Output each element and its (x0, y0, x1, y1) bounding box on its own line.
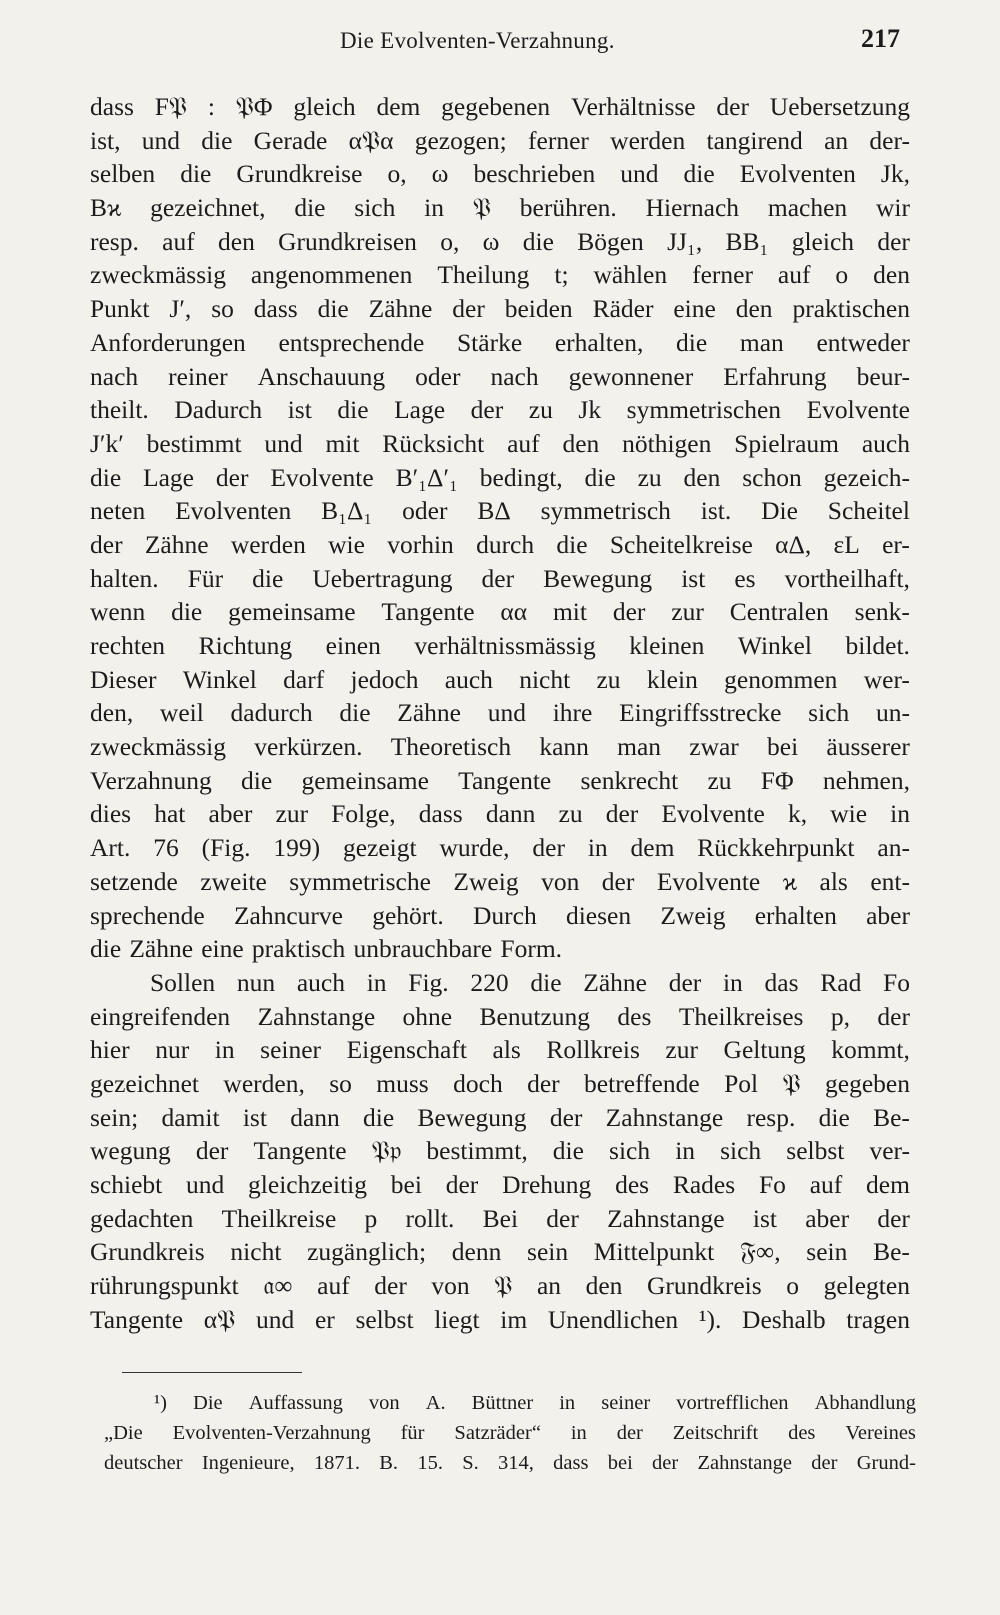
text-line: neten Evolventen Β₁Δ₁ oder ΒΔ symmetrisch ist. Die Scheitel (90, 496, 910, 526)
text-line: Anforderungen entsprechende Stärke erhalten, die man entweder (90, 327, 910, 357)
text-line: Punkt J′, so dass die Zähne der beiden Räder eine den praktischen (90, 294, 910, 324)
text-line: Βϰ gezeichnet, die sich in 𝔓 berühren. Hiernach machen wir (90, 193, 910, 223)
text-line: schiebt und gleichzeitig bei der Drehung des Rades Fo auf dem (90, 1170, 910, 1199)
text-line: wenn die gemeinsame Tangente αα mit der zur Centralen senk- (90, 597, 910, 627)
text-line: setzende zweite symmetrische Zweig von der Evolvente ϰ als ent- (90, 866, 910, 896)
text-line: J′k′ bestimmt und mit Rücksicht auf den nöthigen Spielraum auch (90, 428, 910, 458)
text-line: resp. auf den Grundkreisen o, ω die Bögen JJ₁, ΒΒ₁ gleich der (90, 226, 910, 256)
body-text (90, 90, 910, 1336)
text-line: sein; damit ist dann die Bewegung der Zahnstange resp. die Be- (90, 1102, 910, 1132)
text-line: der Zähne werden wie vorhin durch die Scheitelkreise αΔ, εL er- (90, 529, 910, 559)
text-line: gezeichnet werden, so muss doch der betreffende Pol 𝔓 gegeben (90, 1068, 910, 1098)
text-line: halten. Für die Uebertragung der Bewegung ist es vortheilhaft, (90, 563, 910, 593)
text-line: eingreifenden Zahnstange ohne Benutzung des Theilkreises p, der (90, 1001, 910, 1031)
text-line: Sollen nun auch in Fig. 220 die Zähne der in das Rad Fo (150, 967, 910, 997)
text-line: Verzahnung die gemeinsame Tangente senkrecht zu FΦ nehmen, (90, 765, 910, 795)
text-line: rechten Richtung einen verhältnissmässig kleinen Winkel bildet. (90, 631, 910, 660)
running-title: Die Evolventen-Verzahnung. (340, 28, 615, 53)
text-line: selben die Grundkreise o, ω beschrieben und die Evolventen Jk, (90, 159, 910, 189)
text-line: die Zähne eine praktisch unbrauchbare Form. (90, 934, 563, 964)
footnote-line: deutscher Ingenieure, 1871. B. 15. S. 314, dass bei der Zahnstange der Grund- (104, 1452, 916, 1474)
text-line: Tangente α𝔓 und er selbst liegt im Unendlichen ¹). Deshalb tragen (90, 1304, 910, 1334)
text-line: Art. 76 (Fig. 199) gezeigt wurde, der in dem Rückkehrpunkt an- (90, 833, 910, 863)
text-line: Dieser Winkel darf jedoch auch nicht zu klein genommen wer- (90, 664, 910, 694)
text-line: den, weil dadurch die Zähne und ihre Eingriffsstrecke sich un- (90, 698, 910, 728)
footnote-line: „Die Evolventen-Verzahnung für Satzräder“ in der Zeitschrift des Vereines (104, 1422, 916, 1444)
text-line: nach reiner Anschauung oder nach gewonnener Erfahrung beur- (90, 361, 910, 391)
text-line: gedachten Theilkreise p rollt. Bei der Zahnstange ist aber der (90, 1203, 910, 1233)
page-header (90, 24, 910, 60)
text-line: sprechende Zahncurve gehört. Durch diesen Zweig erhalten aber (90, 900, 910, 930)
text-line: theilt. Dadurch ist die Lage der zu Jk symmetrischen Evolvente (90, 395, 910, 425)
text-line: dass F𝔓 : 𝔓Φ gleich dem gegebenen Verhältnisse der Uebersetzung (90, 92, 910, 121)
text-line: dies hat aber zur Folge, dass dann zu der Evolvente k, wie in (90, 799, 910, 829)
text-line: ist, und die Gerade α𝔓α gezogen; ferner werden tangirend an der- (90, 125, 910, 155)
paragraph-2 (90, 966, 910, 1337)
text-line: Grundkreis nicht zugänglich; denn sein Mittelpunkt 𝔉∞, sein Be- (90, 1237, 910, 1267)
footnote (104, 1388, 916, 1478)
text-line: wegung der Tangente 𝔓𝔭 bestimmt, die sich in sich selbst ver- (90, 1136, 910, 1166)
page-number: 217 (861, 24, 900, 53)
text-line: rührungspunkt 𝔞∞ auf der von 𝔓 an den Grundkreis o gelegten (90, 1271, 910, 1301)
text-line: die Lage der Evolvente Β′₁Δ′₁ bedingt, die zu den schon gezeich- (90, 462, 910, 492)
text-line: hier nur in seiner Eigenschaft als Rollkreis zur Geltung kommt, (90, 1035, 910, 1065)
text-line: zweckmässig verkürzen. Theoretisch kann man zwar bei äusserer (90, 732, 910, 762)
paragraph-1 (90, 90, 910, 966)
footnote-rule (122, 1372, 302, 1373)
footnote-line: ¹) Die Auffassung von A. Büttner in seiner vortrefflichen Abhandlung (154, 1392, 916, 1414)
text-line: zweckmässig angenommenen Theilung t; wählen ferner auf o den (90, 260, 910, 290)
